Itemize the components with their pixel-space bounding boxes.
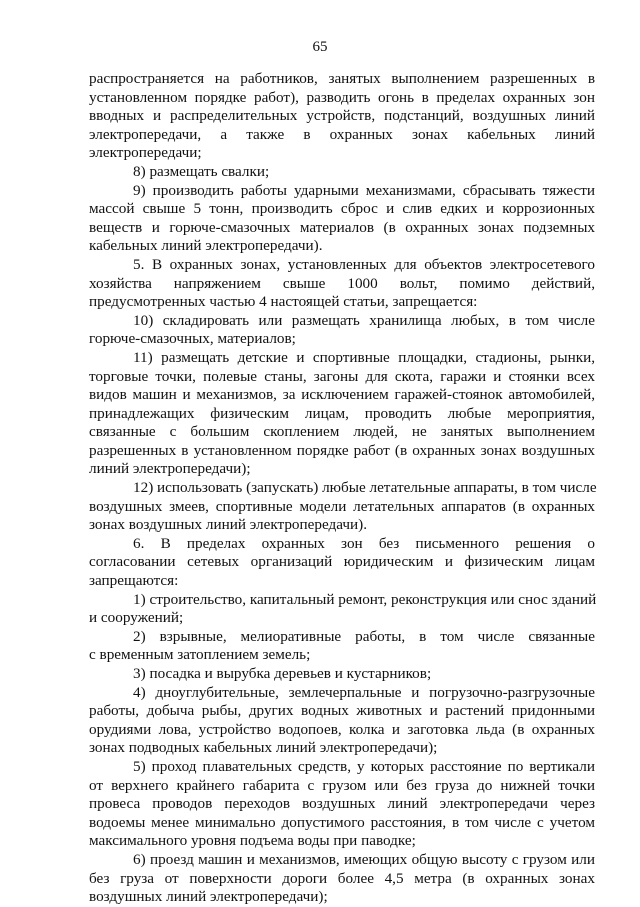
page-number: 65 bbox=[312, 39, 328, 55]
text-line: воздушных линий электропередачи); bbox=[89, 888, 328, 906]
text-line: массой свыше 5 тонн, производить сброс и слив едких и коррозионных bbox=[89, 200, 595, 218]
text-line: зонах воздушных линий электропередачи). bbox=[89, 516, 368, 534]
text-line: разрешенных в установленном порядке работ (в охранных зонах воздушных bbox=[89, 441, 595, 459]
text-line: провеса проводов переходов воздушных линий электропередачи через bbox=[89, 795, 595, 813]
text-line: без груза от поверхности дороги более 4,5 метра (в охранных зонах bbox=[89, 869, 595, 887]
text-line: от верхнего крайнего габарита с грузом или без груза до нижней точки bbox=[89, 776, 595, 794]
text-line: хозяйства напряжением свыше 1000 вольт, помимо действий, bbox=[89, 274, 595, 292]
text-line: видов машин и механизмов, за исключением гаражей-стоянок автомобилей, bbox=[89, 386, 595, 404]
text-line: 5) проход плавательных средств, у которых расстояние по вертикали bbox=[133, 757, 595, 775]
text-line: с временным затоплением земель; bbox=[89, 646, 311, 664]
text-line: 12) использовать (запускать) любые летательные аппараты, в том числе bbox=[133, 479, 597, 497]
text-line: 5. В охранных зонах, установленных для объектов электросетевого bbox=[133, 255, 595, 273]
text-line: воздушных змеев, спортивные модели летательных аппаратов (в охранных bbox=[89, 497, 595, 515]
text-line: 6. В пределах охранных зон без письменного решения о bbox=[133, 534, 595, 552]
text-line: 3) посадка и вырубка деревьев и кустарников; bbox=[133, 665, 432, 682]
text-line: 2) взрывные, мелиоративные работы, в том числе связанные bbox=[133, 627, 595, 645]
text-line: электропередачи, а также в охранных зонах кабельных линий bbox=[89, 125, 595, 143]
text-line: 8) размещать свалки; bbox=[133, 162, 270, 180]
text-line: 11) размещать детские и спортивные площадки, стадионы, рынки, bbox=[133, 348, 595, 366]
text-line: предусмотренных частью 4 настоящей статьи, запрещается: bbox=[89, 293, 478, 311]
text-line: установленном порядке работ), разводить огонь в пределах охранных зон bbox=[89, 88, 595, 106]
text-line: торговые точки, полевые станы, загоны для скота, гаражи и стоянки всех bbox=[89, 367, 595, 385]
text-line: максимального уровня подъема воды при паводке; bbox=[89, 832, 416, 850]
text-line: водоемы менее минимально допустимого расстояния, в том числе с учетом bbox=[89, 813, 595, 831]
text-line: 10) складировать или размещать хранилища любых, в том числе bbox=[133, 311, 595, 329]
text-line: 1) строительство, капитальный ремонт, реконструкция или снос зданий bbox=[133, 590, 597, 608]
text-line: и сооружений; bbox=[89, 609, 184, 627]
document-body bbox=[89, 70, 595, 907]
text-line: вводных и распределительных устройств, подстанций, воздушных линий bbox=[89, 107, 595, 125]
text-line: горюче-смазочных, материалов; bbox=[89, 330, 296, 348]
text-line: линий электропередачи); bbox=[89, 460, 251, 478]
text-line: согласовании сетевых организаций юридическим и физическим лицам bbox=[89, 553, 595, 571]
text-line: кабельных линий электропередачи). bbox=[89, 237, 323, 255]
text-line: работы, добыча рыбы, других водных животных и растений придонными bbox=[89, 702, 595, 720]
text-line: связанные с большим скоплением людей, не занятых выполнением bbox=[89, 423, 595, 441]
text-line: принадлежащих физическим лицам, проводить любые мероприятия, bbox=[89, 404, 595, 422]
text-line: 6) проезд машин и механизмов, имеющих общую высоту с грузом или bbox=[133, 850, 595, 868]
text-line: веществ и горюче-смазочных материалов (в охранных зонах подземных bbox=[89, 218, 595, 236]
text-line: 9) производить работы ударными механизмами, сбрасывать тяжести bbox=[133, 181, 595, 199]
text-line: распространяется на работников, занятых выполнением разрешенных в bbox=[89, 70, 595, 87]
text-line: запрещаются: bbox=[89, 572, 179, 590]
text-line: орудиями лова, устройство водопоев, колка и заготовка льда (в охранных bbox=[89, 720, 595, 738]
text-line: 4) дноуглубительные, землечерпальные и погрузочно-разгрузочные bbox=[133, 683, 595, 701]
text-line: электропередачи; bbox=[89, 144, 202, 162]
text-line: зонах подводных кабельных линий электропередачи); bbox=[89, 739, 438, 757]
